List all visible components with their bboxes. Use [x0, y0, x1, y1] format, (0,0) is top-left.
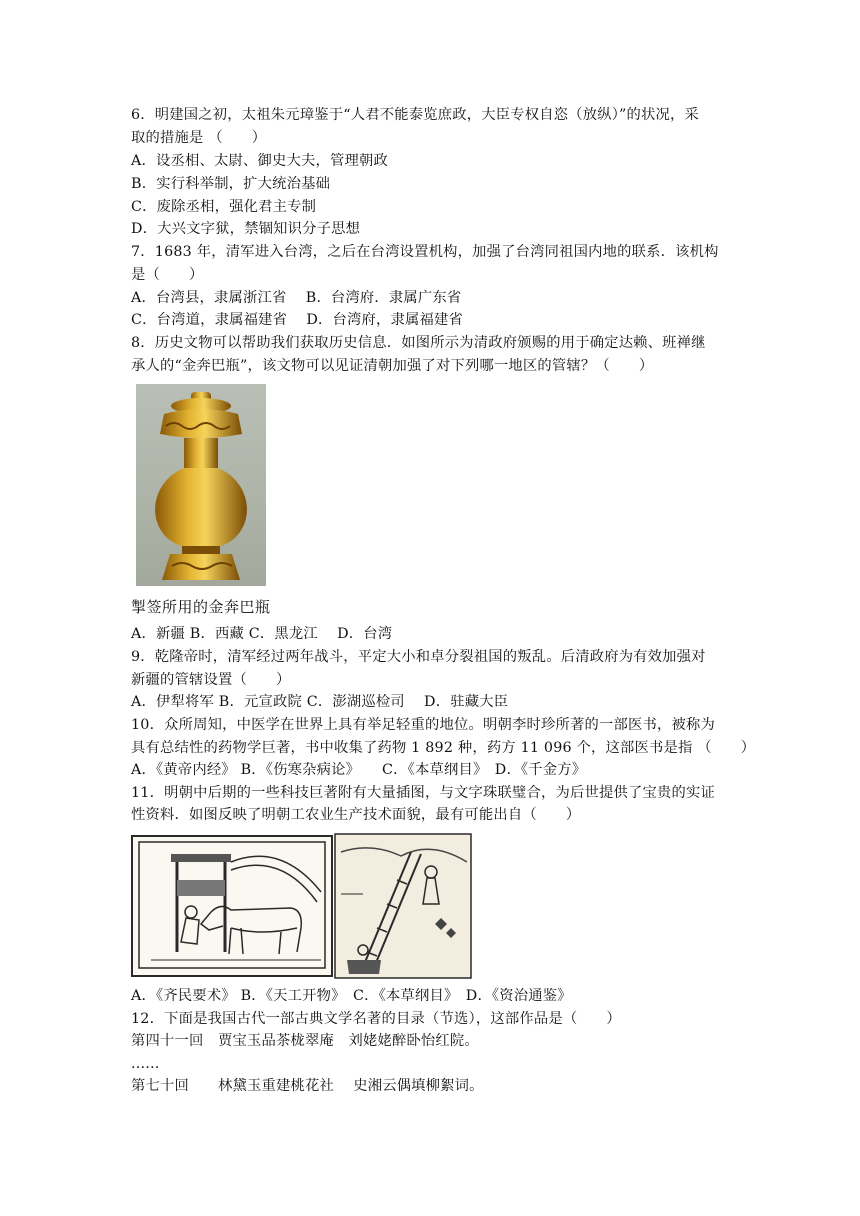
q10-stem-line1: 10．众所周知，中医学在世界上具有举足轻重的地位。明朝李时珍所著的一部医书，被称为 — [131, 717, 715, 733]
q8-stem-line1: 8．历史文物可以帮助我们获取历史信息．如图所示为清政府颁赐的用于确定达赖、班禅继 — [131, 335, 706, 351]
q7-options-ab: A．台湾县，隶属浙江省 B．台湾府．隶属广东省 — [131, 290, 462, 306]
toc-ellipsis: ...... — [131, 1056, 160, 1072]
golden-urn-photo — [136, 384, 266, 586]
q6-stem-line1: 6．明建国之初，太祖朱元璋鉴于“人君不能泰览庶政，大臣专权自恣（放纵）”的状况，采 — [131, 107, 700, 123]
q6-option-c: C．废除丞相，强化君主专制 — [131, 199, 317, 215]
image-caption: 掣签所用的金奔巴瓶 — [131, 598, 271, 616]
q7-stem-line2: 是（ ） — [131, 267, 204, 283]
q6-option-b: B．实行科举制，扩大统治基础 — [131, 176, 331, 192]
golden-urn-image — [136, 384, 266, 586]
q9-stem-line2: 新疆的管辖设置（ ） — [131, 672, 291, 688]
q11-stem-line1: 11．明朝中后期的一些科技巨著附有大量插图，与文字珠联璧合，为后世提供了宝贵的实证 — [131, 785, 715, 801]
q10-stem-line2: 具有总结性的药物学巨著，书中收集了药物 1 892 种，药方 11 096 个，这部医书是指 （ ） — [131, 740, 756, 756]
q7-stem-line1: 7．1683 年，清军进入台湾，之后在台湾设置机构，加强了台湾同祖国内地的联系．该机构 — [131, 244, 719, 260]
q7-options-cd: C．台湾道，隶属福建省 D．台湾府，隶属福建省 — [131, 312, 463, 328]
q9-stem-line1: 9．乾隆帝时，清军经过两年战斗，平定大小和卓分裂祖国的叛乱。后清政府为有效加强对 — [131, 649, 706, 665]
woodcut-image — [131, 832, 473, 980]
q12-stem: 12．下面是我国古代一部古典文学名著的目录（节选），这部作品是（ ） — [131, 1011, 621, 1027]
q6-option-d: D．大兴文字狱，禁锢知识分子思想 — [131, 221, 361, 237]
q6-option-a: A．设丞相、太尉、御史大夫，管理朝政 — [131, 153, 388, 169]
toc-chapter-41: 第四十一回 贾宝玉品茶栊翠庵 刘姥姥醉卧怡红院。 — [131, 1033, 479, 1049]
q11-stem-line2: 性资料．如图反映了明朝工农业生产技术面貌，最有可能出自（ ） — [131, 807, 581, 823]
q11-options: A．《齐民要术》 B．《天工开物》 C．《本草纲目》 D．《资治通鉴》 — [131, 988, 572, 1004]
q9-options: A．伊犁将军 B．元宣政院 C．澎湖巡检司 D．驻藏大臣 — [131, 694, 509, 710]
woodcut-illustration — [131, 832, 473, 980]
q10-options: A．《黄帝内经》 B．《伤寒杂病论》 C．《本草纲目》 D．《千金方》 — [131, 762, 587, 778]
q8-options: A．新疆 B．西藏 C．黑龙江 D．台湾 — [131, 626, 393, 642]
toc-chapter-70: 第七十回 林黛玉重建桃花社 史湘云偶填柳絮词。 — [131, 1078, 484, 1094]
q6-stem-line2: 取的措施是 （ ） — [131, 130, 267, 146]
q8-stem-line2: 承人的“金奔巴瓶”，该文物可以见证清朝加强了对下列哪一地区的管辖？（ ） — [131, 358, 654, 374]
